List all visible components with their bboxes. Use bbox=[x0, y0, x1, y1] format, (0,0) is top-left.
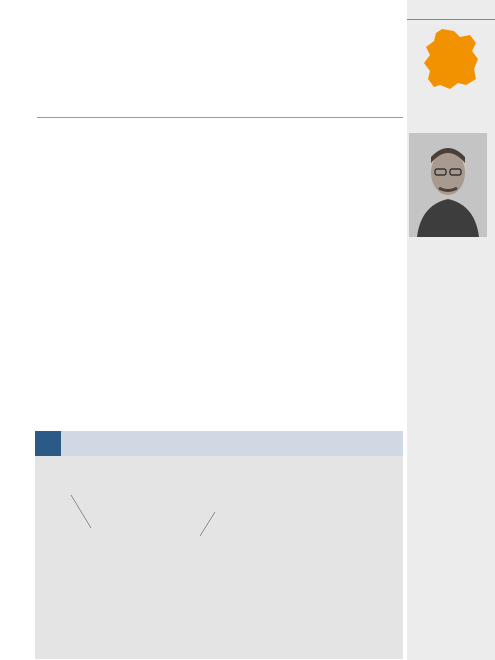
pie-leader-verkehr bbox=[200, 512, 215, 536]
author-photo bbox=[409, 133, 487, 237]
sidebar bbox=[407, 0, 495, 660]
figure-number bbox=[35, 431, 61, 456]
baden-wuerttemberg-map-icon bbox=[420, 27, 480, 92]
figure-s1 bbox=[35, 431, 403, 659]
chart bbox=[35, 456, 403, 649]
text-column-2 bbox=[223, 154, 404, 178]
sidebar-divider bbox=[407, 19, 495, 20]
figure-header bbox=[35, 431, 403, 456]
pie-leader-siedlung bbox=[71, 495, 91, 528]
title-divider bbox=[37, 117, 403, 118]
text-column-1 bbox=[37, 154, 218, 162]
footnotes bbox=[411, 628, 491, 634]
subheading-2 bbox=[223, 162, 404, 170]
